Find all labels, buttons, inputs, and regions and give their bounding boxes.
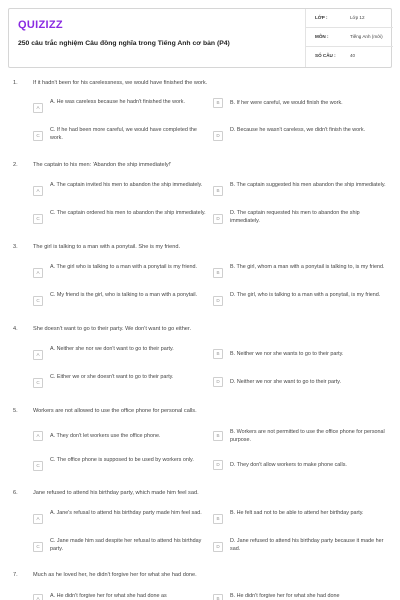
option-text: C. The office phone is supposed to be used by workers only. xyxy=(50,457,194,463)
option-text: D. Because he wasn't careless, we didn't finish the work. xyxy=(230,127,366,133)
meta-table xyxy=(305,9,392,67)
option-letter-box[interactable]: D xyxy=(213,296,223,306)
question-number: 3. xyxy=(13,244,18,250)
option-text: A. He didn't forgive her for what she had done as xyxy=(50,593,167,599)
worksheet-title: 250 câu trắc nghiệm Câu đồng nghĩa trong Tiếng Anh cơ bản (P4) xyxy=(18,40,230,47)
option-text: B. The captain suggested his men abandon the ship immediately. xyxy=(230,182,386,188)
meta-row-subject xyxy=(306,28,393,47)
option-letter-box[interactable]: C xyxy=(33,542,43,552)
option-letter-box[interactable]: B xyxy=(213,349,223,359)
option-letter-box[interactable]: B xyxy=(213,594,223,600)
option-text: B. Workers are not permitted to use the office phone for personal purpose. xyxy=(230,429,385,443)
option-letter-box[interactable]: B xyxy=(213,514,223,524)
quizizz-logo: QUIZIZZ xyxy=(18,19,63,31)
option-letter-box[interactable]: C xyxy=(33,131,43,141)
option-text: A. Neither she nor we don't want to go to their party. xyxy=(50,346,174,352)
option-letter-box[interactable]: C xyxy=(33,461,43,471)
option-text: A. He was careless because he hadn't finished the work. xyxy=(50,99,185,105)
option-text: A. Jane's refusal to attend his birthday party made him feel sad. xyxy=(50,510,202,516)
option-text: B. Neither we nor she wants to go to their party. xyxy=(230,351,344,357)
question-number: 6. xyxy=(13,490,18,496)
option-text: C. My friend is the girl, who is talking to a man with a ponytail. xyxy=(50,292,198,298)
meta-label: SỐ CÂU : xyxy=(315,53,336,58)
option-text: B. The girl, whom a man with a ponytail is talking to, is my friend. xyxy=(230,264,385,270)
option-letter-box[interactable]: C xyxy=(33,378,43,388)
option-letter-box[interactable]: D xyxy=(213,542,223,552)
option-text: D. Jane refused to attend his birthday party because it made her sad. xyxy=(230,538,384,552)
option-text: A. The girl who is talking to a man with a ponytail is my friend. xyxy=(50,264,198,270)
question-text: Workers are not allowed to use the office phone for personal calls. xyxy=(33,408,197,414)
option-letter-box[interactable]: C xyxy=(33,296,43,306)
option-text: D. The captain requested his men to abandon the ship immediately. xyxy=(230,210,360,224)
question-text: The girl is talking to a man with a ponytail. She is my friend. xyxy=(33,244,181,250)
option-text: C. The captain ordered his men to abandon the ship immediately. xyxy=(50,210,206,216)
option-letter-box[interactable]: B xyxy=(213,268,223,278)
option-text: D. Neither we nor she want to go to their party. xyxy=(230,379,342,385)
option-letter-box[interactable]: B xyxy=(213,98,223,108)
option-letter-box[interactable]: D xyxy=(213,131,223,141)
option-text: D. The girl, who is talking to a man with a ponytail, is my friend. xyxy=(230,292,381,298)
option-letter-box[interactable]: A xyxy=(33,594,43,600)
option-letter-box[interactable]: A xyxy=(33,186,43,196)
meta-value: Tiếng Anh (mới) xyxy=(350,34,383,39)
option-letter-box[interactable]: B xyxy=(213,431,223,441)
option-letter-box[interactable]: D xyxy=(213,460,223,470)
question-text: Much as he loved her, he didn't forgive her for what she had done. xyxy=(33,572,197,578)
option-text: D. They don't allow workers to make phone calls. xyxy=(230,462,347,468)
option-text: A. The captain invited his men to abandon the ship immediately. xyxy=(50,182,203,188)
question-number: 1. xyxy=(13,80,18,86)
option-letter-box[interactable]: A xyxy=(33,350,43,360)
option-text: B. If her were careful, we would finish the work. xyxy=(230,100,343,106)
meta-row-count xyxy=(306,47,393,66)
option-letter-box[interactable]: A xyxy=(33,514,43,524)
option-letter-box[interactable]: A xyxy=(33,268,43,278)
meta-value: 40 xyxy=(350,53,356,58)
worksheet-header xyxy=(8,8,392,68)
meta-label: LỚP : xyxy=(315,15,328,20)
option-text: B. He felt sad not to be able to attend her birthday party. xyxy=(230,510,364,516)
question-text: Jane refused to attend his birthday party, which made him feel sad. xyxy=(33,490,199,496)
question-text: The captain to his men: 'Abandon the ship immediately!' xyxy=(33,162,172,168)
meta-label: MÔN : xyxy=(315,34,329,39)
option-text: B. He didn't forgive her for what she had done xyxy=(230,593,340,599)
option-text: C. Either we or she doesn't want to go to their party. xyxy=(50,374,174,380)
question-number: 7. xyxy=(13,572,18,578)
option-letter-box[interactable]: B xyxy=(213,186,223,196)
option-letter-box[interactable]: A xyxy=(33,431,43,441)
question-number: 5. xyxy=(13,408,18,414)
option-letter-box[interactable]: A xyxy=(33,103,43,113)
option-text: C. Jane made him sad despite her refusal to attend his birthday party. xyxy=(50,538,202,552)
option-letter-box[interactable]: D xyxy=(213,377,223,387)
meta-row-class xyxy=(306,9,393,28)
option-letter-box[interactable]: C xyxy=(33,214,43,224)
option-letter-box[interactable]: D xyxy=(213,214,223,224)
option-text: C. If he had been more careful, we would have completed the work. xyxy=(50,127,197,141)
question-text: If it hadn't been for his carelessness, we would have finished the work. xyxy=(33,80,208,86)
option-text: A. They don't let workers use the office phone. xyxy=(50,433,161,439)
question-number: 4. xyxy=(13,326,18,332)
question-text: She doesn't want to go to their party. We don't want to go either. xyxy=(33,326,192,332)
meta-value: Lớp 12 xyxy=(350,15,365,20)
question-number: 2. xyxy=(13,162,18,168)
